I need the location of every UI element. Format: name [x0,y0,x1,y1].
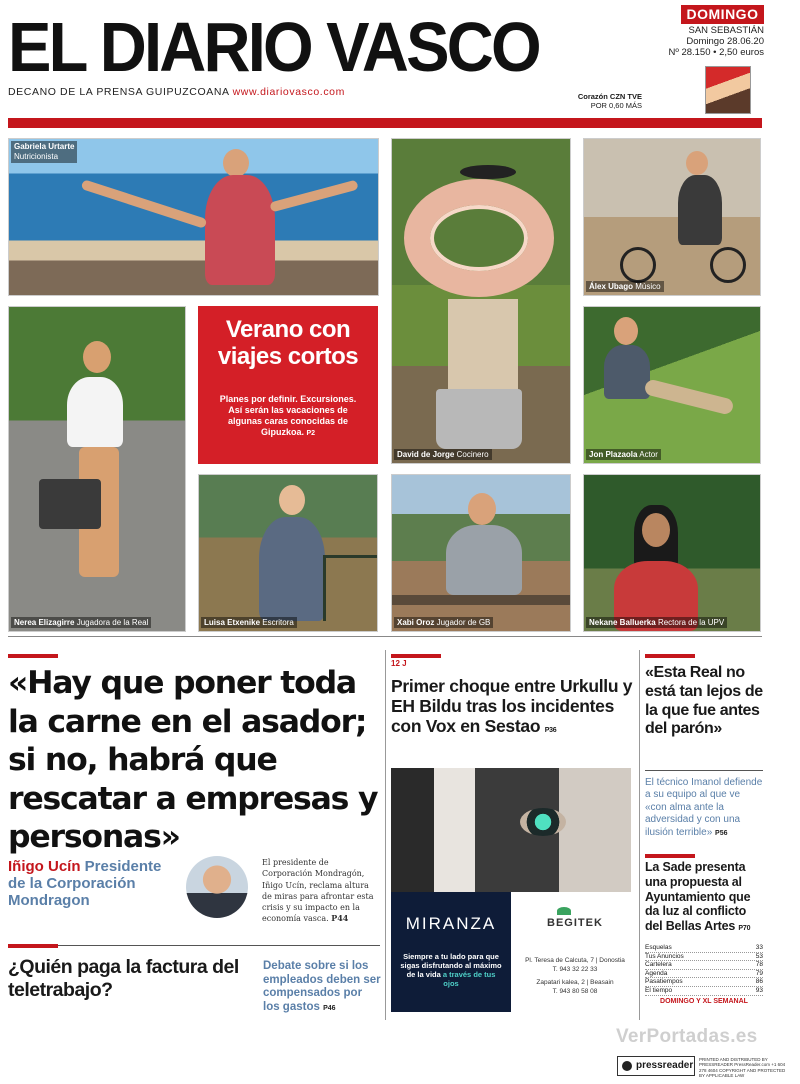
photo-rector[interactable] [583,474,761,632]
index-page: 79 [755,969,763,977]
lead-page-ref: P44 [331,913,349,924]
caption-role: Músico [635,282,661,291]
figure-arm [81,179,208,229]
right-story2-marker [645,854,695,858]
bike-wheel [710,247,746,283]
figure-shorts [448,299,518,389]
figure-head [468,493,496,525]
masthead-tagline [8,86,345,98]
figure-head [642,513,670,547]
figure-hat [460,165,516,179]
ad-photo[interactable] [391,768,631,892]
supplement-thumbnail[interactable] [705,66,751,114]
ad-phone: T. 943 80 58 08 [552,988,598,995]
photo-caption [586,617,727,628]
second-story-marker [8,944,58,948]
page-index [645,944,763,996]
watermark: VerPortadas.es [616,1026,758,1047]
photo-caption [11,141,77,163]
ad-slogan-main: Siempre a tu lado para que sigas disfrutando al máximo de la vida [400,952,502,979]
index-page: 33 [755,944,763,951]
ad-brand: MIRANZA [405,914,497,933]
tagline-text: DECANO DE LA PRENSA GUIPUZCOANA [8,86,230,98]
ad-address: Zapatari kalea, 2 | Beasain [536,979,614,986]
lead-body: El presidente de Corporación Mondragón, Iñigo Ucín, reclama altura de miras para afrontar esta crisis y su impacto en la economía vasca. [262,858,374,924]
figure-head [279,485,305,515]
main-lead [262,857,380,925]
right-rule [645,770,763,771]
caption-role: Jugador de GB [436,618,491,627]
figure-head [83,341,111,373]
supplement-tag: DOMINGO Y XL SEMANAL [660,998,748,1005]
figure-arm [269,180,359,213]
day-badge: DOMINGO [681,5,764,24]
index-label: Esquelas [645,944,672,951]
cooking-pot [436,389,522,449]
eye-icon [520,808,566,836]
ad-slogan-highlight: a través de tus ojos [442,970,496,988]
figure-body [67,377,123,447]
index-row[interactable] [645,970,763,979]
edition-info [668,25,764,58]
figure-head [223,149,249,177]
caption-role: Cocinero [456,450,489,459]
index-page: 93 [755,986,763,994]
middle-headline[interactable] [391,676,636,741]
bike-wheel [620,247,656,283]
right-h2-page-ref: P70 [738,925,751,933]
supplement-name: Corazón CZN TVE [577,92,642,101]
main-story-marker [8,654,58,658]
caption-name: Álex Ubago [589,282,634,291]
ad-addresses [519,956,631,996]
caption-name: Nerea Elizagirre [14,618,75,627]
canal-railing [323,555,378,621]
ad-address: Pl. Teresa de Calcuta, 7 | Donostia [525,957,625,964]
photo-bike-guy[interactable] [583,138,761,296]
figure-head [614,317,638,345]
photo-woman-canal[interactable] [198,474,378,632]
index-row[interactable] [645,978,763,987]
index-row[interactable] [645,987,763,996]
masthead-title[interactable]: EL DIARIO VASCO [8,8,539,86]
ad-brand2: BEGITEK [547,917,603,929]
photo-beach[interactable] [8,138,379,296]
supplement-price: POR 0,60 MÁS [590,101,642,110]
right-headline2[interactable] [645,860,763,937]
middle-story-marker [391,654,441,658]
index-row[interactable] [645,961,763,970]
photo-caption [586,281,664,292]
caption-role: Escritora [262,618,294,627]
promo-text [212,394,364,439]
index-row[interactable] [645,944,763,953]
ad-contact[interactable] [513,892,633,1012]
caption-role: Actor [639,450,658,459]
figure-body [259,517,325,621]
figure-body [205,175,275,285]
figure-body [446,525,522,595]
second-page-ref: P46 [323,1004,336,1012]
photo-donut[interactable] [391,138,571,464]
second-sub-text: Debate sobre si los empleados deben ser compensados por los gastos [263,960,381,1013]
edition-date: Domingo 28.06.20 [686,36,764,47]
portrait-photo [186,856,248,918]
column-divider [639,650,640,1020]
byline-person: Iñigo Ucín [8,858,81,875]
photo-caption [394,617,493,628]
photo-caption [11,617,151,628]
middle-page-ref: P36 [544,727,557,734]
figure-head [686,151,708,175]
caption-name: Nekane Balluerka [589,618,656,627]
caption-role: Nutricionista [14,152,59,161]
main-headline[interactable]: «Hay que poner toda la carne en el asador; si no, habrá que rescatar a empresas y personas» [8,665,378,855]
second-story-rule [58,945,380,946]
caption-name: Gabriela Urtarte [14,142,75,151]
ad-slogan [399,952,503,988]
photo-boy[interactable] [391,474,571,632]
second-headline[interactable]: ¿Quién paga la factura del teletrabajo? [8,956,239,1001]
second-subhead [263,960,381,1015]
photo-caption [394,449,492,460]
index-row[interactable] [645,953,763,962]
main-byline [8,858,183,909]
ad-phone: T. 943 32 22 33 [552,966,598,973]
index-label: Tus Anuncios [645,952,684,960]
promo-title[interactable]: Verano con viajes cortos [217,316,359,370]
figure-legs [643,378,734,415]
promo-page-ref: P2 [306,430,316,437]
index-label: El tiempo [645,986,673,994]
edition-issue-price: Nº 28.150 • 2,50 euros [668,47,764,58]
section-divider [8,636,762,637]
byline-role: Presidente de la Corporación Mondragon [8,858,162,909]
masthead-divider [8,118,762,128]
donut-float [404,179,554,297]
right-page-ref: P56 [715,829,728,837]
edition-city: SAN SEBASTIÁN [688,25,764,36]
index-page: 53 [755,952,763,960]
supplement-label [578,92,642,110]
photo-caption [586,449,661,460]
right-subhead [645,777,763,840]
middle-headline-text: Primer choque entre Urkullu y EH Bildu tras los incidentes con Vox en Sestao [391,676,633,736]
right-story-marker [645,654,695,658]
ad-panel[interactable] [391,892,511,1012]
bike-basket [39,479,101,529]
wooden-rail [392,595,571,605]
photo-caption [201,617,297,628]
right-h2-text: La Sade presenta una propuesta al Ayuntamiento que da luz al conflicto del Bellas Artes [645,860,751,934]
website-link[interactable]: www.diariovasco.com [232,86,345,98]
caption-name: David de Jorge [397,450,455,459]
caption-name: Jon Plazaola [589,450,638,459]
index-label: Agenda [645,969,668,977]
index-label: Pasatiempos [645,978,683,986]
right-sub-text: El técnico Imanol defiende a su equipo al que ve «con alma ante la adversidad y con una ilusión terrible» [645,777,763,838]
promo-box[interactable] [198,306,378,464]
caption-role: Rectora de la UPV [657,618,725,627]
photo-grass-man[interactable] [583,306,761,464]
pressreader-logo[interactable]: pressreader [617,1056,695,1076]
index-page: 86 [755,978,763,986]
column-divider [385,650,386,1020]
caption-name: Xabi Oroz [397,618,435,627]
right-headline[interactable]: «Esta Real no está tan lejos de la que fue antes del parón» [645,664,763,738]
figure-body [678,175,722,245]
figure-body [604,345,650,399]
election-tag: 12 J [391,659,407,668]
index-label: Cartelera [645,961,672,969]
index-page: 78 [755,961,763,969]
caption-name: Luisa Etxenike [204,618,261,627]
promo-body: Planes por definir. Excursiones. Así serán las vacaciones de algunas caras conocidas de Gipuzkoa. [219,394,357,437]
footer-fine-print: PRINTED AND DISTRIBUTED BY PRESSREADER PressReader.com +1 604 278 4604 COPYRIGHT AND PROTECTED BY APPLICABLE LAW [699,1057,786,1079]
caption-role: Jugadora de la Real [76,618,149,627]
photo-girl-bike[interactable] [8,306,186,632]
